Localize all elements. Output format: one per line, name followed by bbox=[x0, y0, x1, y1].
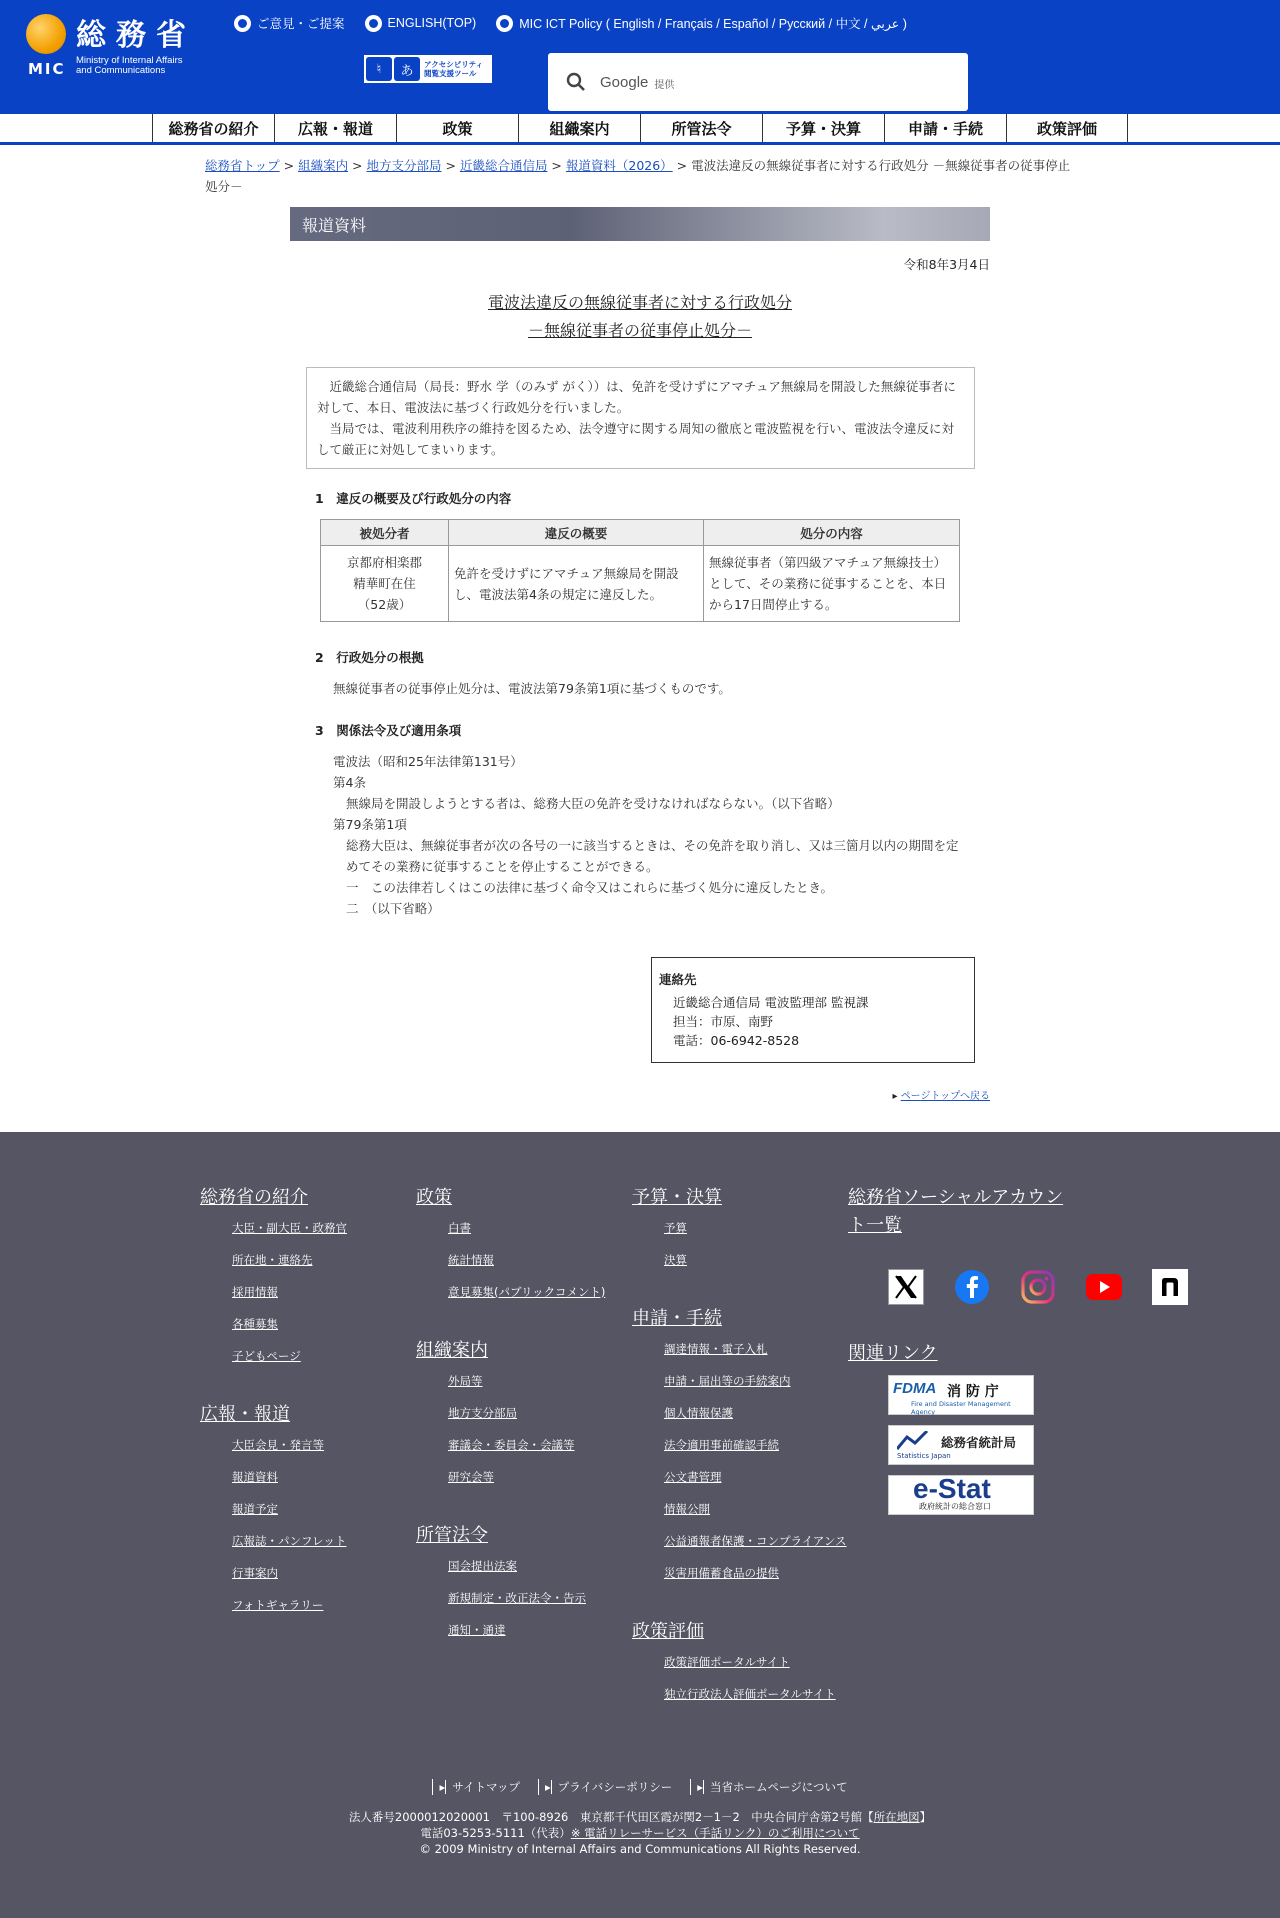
contact-box bbox=[651, 957, 975, 1063]
global-nav bbox=[0, 114, 1280, 145]
fdma-banner[interactable] bbox=[888, 1375, 1034, 1415]
footer-link[interactable]: 政策評価ポータルサイト bbox=[664, 1655, 790, 1669]
footer-link[interactable]: 公益通報者保護・コンプライアンス bbox=[664, 1534, 847, 1548]
section2-text: 無線従事者の従事停止処分は、電波法第79条第1項に基づくものです。 bbox=[333, 681, 731, 696]
fdma-mark: FDMA bbox=[893, 1380, 937, 1397]
social-heading[interactable]: 総務省ソーシャルアカウント一覧 bbox=[848, 1187, 1064, 1236]
footer-link[interactable]: 広報誌・パンフレット bbox=[232, 1534, 347, 1548]
header-top-links bbox=[234, 14, 907, 32]
related-links-heading[interactable]: 関連リンク bbox=[848, 1343, 938, 1364]
section-heading: 1 違反の概要及び行政処分の内容 bbox=[315, 491, 512, 506]
map-link[interactable]: 所在地図 bbox=[873, 1810, 920, 1824]
breadcrumb: 総務省トップ > 組織案内 > 地方支分部局 > 近畿総合通信局 > 報道資料（2026） > 電波法違反の無線従事者に対する行政処分 －無線従事者の従事停止処分－ bbox=[205, 158, 1071, 194]
contact-heading: 連絡先 bbox=[659, 972, 697, 987]
radio-bullet-icon bbox=[234, 15, 251, 32]
x-icon[interactable] bbox=[888, 1269, 924, 1305]
footer-link[interactable]: 外局等 bbox=[448, 1374, 483, 1388]
footer-link[interactable]: 決算 bbox=[664, 1253, 687, 1267]
breadcrumb-regional[interactable]: 地方支分部局 bbox=[366, 158, 442, 173]
table-header: 違反の概要 bbox=[449, 520, 704, 546]
table-cell-summary: 免許を受けずにアマチュア無線局を開設し、電波法第4条の規定に違反した。 bbox=[449, 546, 704, 622]
footer-link[interactable]: 白書 bbox=[448, 1221, 471, 1235]
hiragana-icon: あ bbox=[394, 57, 420, 81]
contact-line: 近畿総合通信局 電波監理部 監視課 bbox=[673, 995, 869, 1010]
footer-link[interactable]: 公文書管理 bbox=[664, 1470, 722, 1484]
logo-sphere bbox=[26, 14, 66, 54]
footer-link[interactable]: 個人情報保護 bbox=[664, 1406, 733, 1420]
statistics-name-jp: 総務省統計局 bbox=[941, 1435, 1017, 1450]
search-box[interactable] bbox=[548, 53, 968, 111]
speaker-icon: ♮ bbox=[366, 57, 392, 81]
gnav-applications[interactable]: 申請・手続 bbox=[884, 114, 1006, 142]
footer-link[interactable]: 情報公開 bbox=[664, 1502, 710, 1516]
footer-heading[interactable]: 広報・報道 bbox=[200, 1404, 290, 1425]
gnav-policy[interactable]: 政策 bbox=[396, 114, 518, 142]
breadcrumb-current: 電波法違反の無線従事者に対する行政処分 －無線従事者の従事停止処分－ bbox=[205, 158, 1071, 194]
estat-tagline: 政府統計の総合窓口 bbox=[919, 1502, 991, 1511]
footer-link[interactable]: 法令適用事前確認手続 bbox=[664, 1438, 779, 1452]
gnav-organization[interactable]: 組織案内 bbox=[518, 114, 640, 142]
site-header bbox=[0, 0, 1280, 114]
mic-logo[interactable] bbox=[26, 12, 216, 80]
accessibility-label: アクセシビリティ 閲覧支援ツール bbox=[424, 60, 484, 78]
logo-mic-text: MIC bbox=[28, 60, 66, 78]
footer-link[interactable]: 意見募集(パブリックコメント) bbox=[448, 1285, 606, 1299]
footer-heading[interactable]: 申請・手続 bbox=[632, 1308, 722, 1329]
footer-link[interactable]: 採用情報 bbox=[232, 1285, 278, 1299]
footer-heading[interactable]: 組織案内 bbox=[416, 1340, 488, 1361]
footer-col-4 bbox=[848, 1184, 1078, 1240]
footer-bottom-links bbox=[0, 1779, 1280, 1795]
breadcrumb-top[interactable]: 総務省トップ bbox=[205, 158, 280, 173]
instagram-icon[interactable] bbox=[1020, 1269, 1056, 1305]
radio-bullet-icon bbox=[365, 15, 382, 32]
lead-box bbox=[306, 367, 975, 469]
accessibility-tool-button[interactable] bbox=[364, 55, 492, 83]
gnav-laws[interactable]: 所管法令 bbox=[640, 114, 762, 142]
gnav-budget[interactable]: 予算・決算 bbox=[762, 114, 884, 142]
footer-link[interactable]: 調達情報・電子入札 bbox=[664, 1342, 768, 1356]
table-cell-subject: 京都府相楽郡 精華町在住 （52歳） bbox=[321, 546, 449, 622]
lead-paragraph: 近畿総合通信局（局長：野水 学（のみず がく））は、免許を受けずにアマチュア無線局を開設した無線従事者に対して、本日、電波法に基づく行政処分を行いました。 bbox=[317, 379, 956, 415]
page-top-link-wrap bbox=[0, 1087, 990, 1102]
estat-banner[interactable] bbox=[888, 1475, 1034, 1515]
footer-link[interactable]: 国会提出法案 bbox=[448, 1559, 517, 1573]
footer-col-3 bbox=[632, 1184, 852, 1718]
logo-japanese-name: 総務省 bbox=[76, 18, 196, 53]
footer-tel: 電話03-5253-5111（代表）※ 電話リレーサービス（手話リンク）のご利用について bbox=[420, 1826, 860, 1840]
radio-bullet-icon bbox=[496, 15, 513, 32]
footer-link[interactable]: 所在地・連絡先 bbox=[232, 1253, 313, 1267]
opinion-link[interactable]: ご意見・ご提案 bbox=[234, 14, 345, 32]
table-header: 処分の内容 bbox=[704, 520, 960, 546]
footer-link[interactable]: 大臣会見・発言等 bbox=[232, 1438, 324, 1452]
ict-policy-link[interactable]: MIC ICT Policy ( English / Français / Español / Русский / 中文 / عربي ) bbox=[496, 14, 907, 32]
statistics-chart-icon bbox=[897, 1431, 933, 1451]
footer-link[interactable]: 申請・届出等の手続案内 bbox=[664, 1374, 791, 1388]
footer-link[interactable]: 地方支分部局 bbox=[448, 1406, 517, 1420]
section-heading: 2 行政処分の根拠 bbox=[315, 650, 424, 665]
footer-link[interactable]: 新規制定・改正法令・告示 bbox=[448, 1591, 586, 1605]
footer-link[interactable]: フォトギャラリー bbox=[232, 1598, 324, 1612]
footer-address: 法人番号2000012020001 〒100-8926 東京都千代田区霞が関2－1－2 中央合同庁舎第2号館【所在地図】 bbox=[348, 1810, 932, 1824]
footer-address-block bbox=[0, 1809, 1280, 1857]
footer-link[interactable]: 審議会・委員会・会議等 bbox=[448, 1438, 575, 1452]
search-provided-label: 提供 bbox=[654, 80, 675, 91]
footer-heading[interactable]: 予算・決算 bbox=[632, 1187, 722, 1208]
page-title: 電波法違反の無線従事者に対する行政処分 －無線従事者の従事停止処分－ bbox=[487, 293, 792, 340]
section-band-title: 報道資料 bbox=[290, 207, 990, 241]
law-text: 電波法（昭和25年法律第131号） 第4条 無線局を開設しようとする者は、総務大臣の免許を受けなければならない。（以下省略） 第79条第1項 総務大臣は、無線従事者が次の各号の一に該当するときは、その免許を取り消し、又は三箇月以内の期間を定めてその業務に従事することを停止することができる。 一 この法律若しくはこの法律に基づく命令又はこれらに基づく処分に違反したとき。 二 （以下省略） bbox=[333, 754, 959, 916]
footer-link[interactable]: 行事案内 bbox=[232, 1566, 278, 1580]
gnav-press[interactable]: 広報・報道 bbox=[274, 114, 396, 142]
fdma-logo bbox=[891, 1378, 1031, 1416]
chevron-right-icon: ▸ bbox=[892, 1091, 898, 1102]
privacy-link[interactable]: ▸ プライバシーポリシー bbox=[538, 1779, 672, 1795]
breadcrumb-organization[interactable]: 組織案内 bbox=[298, 158, 349, 173]
footer-link[interactable]: 大臣・副大臣・政務官 bbox=[232, 1221, 347, 1235]
related-links-heading-wrap bbox=[848, 1340, 1048, 1368]
table-cell-action: 無線従事者（第四級アマチュア無線技士）として、その業務に従事することを、本日から17日間停止する。 bbox=[704, 546, 960, 622]
footer-link[interactable]: 各種募集 bbox=[232, 1317, 278, 1331]
relay-service-link[interactable]: ※ 電話リレーサービス（手話リンク）のご利用について bbox=[570, 1826, 860, 1840]
lead-paragraph: 当局では、電波利用秩序の維持を図るため、法令遵守に関する周知の徹底と電波監視を行い、電波法令違反に対して厳正に対処してまいります。 bbox=[317, 421, 955, 457]
table-header: 被処分者 bbox=[321, 520, 449, 546]
statistics-bureau-banner[interactable] bbox=[888, 1425, 1034, 1465]
site-footer bbox=[0, 1132, 1280, 1918]
search-icon[interactable] bbox=[566, 72, 586, 92]
breadcrumb-kinki[interactable]: 近畿総合通信局 bbox=[459, 158, 548, 173]
footer-link[interactable]: 独立行政法人評価ポータルサイト bbox=[664, 1687, 836, 1701]
estat-mark: e-Stat bbox=[913, 1473, 991, 1504]
footer-heading[interactable]: 政策 bbox=[416, 1187, 452, 1208]
logo-english-name: Ministry of Internal Affairs and Communications bbox=[76, 55, 183, 76]
footer-link[interactable]: 通知・通達 bbox=[448, 1623, 506, 1637]
statistics-logo bbox=[891, 1428, 1031, 1462]
footer-link[interactable]: 子どもページ bbox=[232, 1349, 301, 1363]
breadcrumb-press-2026[interactable]: 報道資料（2026） bbox=[565, 158, 673, 173]
estat-logo bbox=[891, 1473, 1031, 1512]
footer-link[interactable]: 予算 bbox=[664, 1221, 687, 1235]
footer-heading[interactable]: 政策評価 bbox=[632, 1621, 704, 1642]
fdma-name-en: Fire and Disaster Management Agency bbox=[911, 1400, 1011, 1416]
footer-col-2 bbox=[416, 1184, 626, 1654]
footer-col-1 bbox=[200, 1184, 400, 1629]
statistics-name-en: Statistics Japan bbox=[897, 1452, 951, 1460]
section-heading: 3 関係法令及び適用条項 bbox=[315, 723, 462, 738]
about-site-link[interactable]: ▸ 当省ホームページについて bbox=[690, 1779, 847, 1795]
social-icons bbox=[888, 1269, 1188, 1305]
footer-link[interactable]: 統計情報 bbox=[448, 1253, 494, 1267]
sitemap-link[interactable]: ▸ サイトマップ bbox=[432, 1779, 520, 1795]
contact-line: 担当：市原、南野 bbox=[673, 1014, 774, 1029]
gnav-about[interactable]: 総務省の紹介 bbox=[152, 114, 274, 142]
publish-date: 令和8年3月4日 bbox=[903, 257, 990, 272]
footer-link[interactable]: 報道資料 bbox=[232, 1470, 278, 1484]
table-row bbox=[321, 546, 960, 622]
copyright: © 2009 Ministry of Internal Affairs and Communications All Rights Reserved. bbox=[419, 1842, 861, 1856]
gnav-evaluation[interactable]: 政策評価 bbox=[1006, 114, 1128, 142]
fdma-name-jp: 消 防 庁 bbox=[947, 1384, 999, 1400]
footer-link[interactable]: 研究会等 bbox=[448, 1470, 494, 1484]
disposition-table bbox=[320, 519, 960, 622]
note-icon[interactable] bbox=[1152, 1269, 1188, 1305]
footer-heading[interactable]: 所管法令 bbox=[416, 1525, 488, 1546]
page-top-link[interactable]: ページトップへ戻る bbox=[900, 1091, 990, 1102]
facebook-icon[interactable] bbox=[954, 1269, 990, 1305]
footer-link[interactable]: 報道予定 bbox=[232, 1502, 278, 1516]
search-brand: Google bbox=[600, 73, 649, 91]
youtube-icon[interactable] bbox=[1086, 1269, 1122, 1305]
english-top-link[interactable]: ENGLISH(TOP) bbox=[365, 14, 477, 32]
footer-link[interactable]: 災害用備蓄食品の提供 bbox=[664, 1566, 779, 1580]
contact-line: 電話：06-6942-8528 bbox=[673, 1033, 800, 1048]
footer-heading[interactable]: 総務省の紹介 bbox=[200, 1187, 308, 1208]
